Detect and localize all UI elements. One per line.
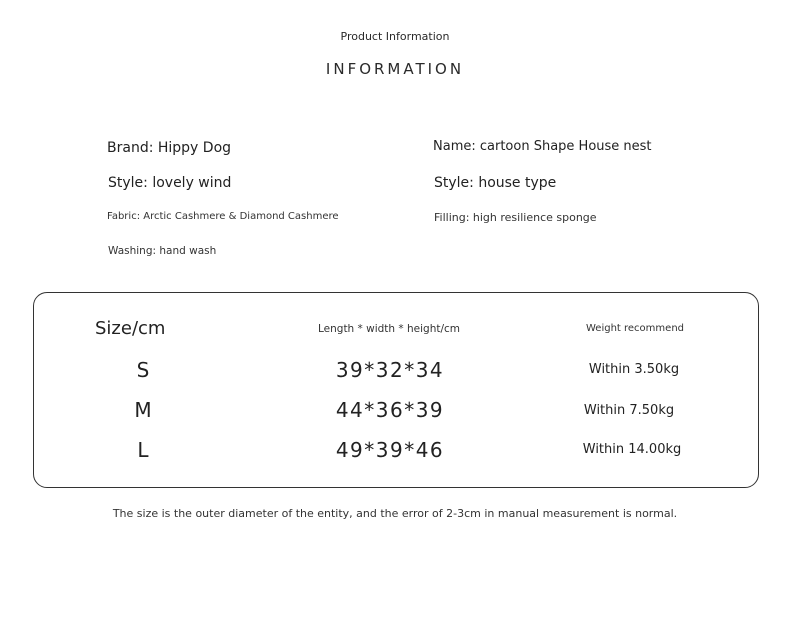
measurement-footnote: The size is the outer diameter of the entity, and the error of 2-3cm in manual measurement is normal. (112, 507, 678, 520)
style-right-text: Style: house type (434, 175, 557, 191)
size-l-dimensions: 49*39*46 (335, 438, 445, 462)
filling-text: Filling: high resilience sponge (434, 211, 597, 224)
product-name-text: Name: cartoon Shape House nest (433, 139, 652, 154)
page-title: INFORMATION (325, 60, 465, 78)
size-m-weight: Within 7.50kg (583, 403, 675, 418)
size-s-dimensions: 39*32*34 (335, 358, 445, 382)
size-m-dimensions: 44*36*39 (335, 398, 445, 422)
size-m-label: M (134, 398, 152, 422)
size-l-weight: Within 14.00kg (582, 442, 682, 457)
brand-text: Brand: Hippy Dog (107, 140, 232, 156)
fabric-text: Fabric: Arctic Cashmere & Diamond Cashmere (107, 211, 339, 222)
style-left-text: Style: lovely wind (108, 175, 232, 191)
weight-column-header: Weight recommend (586, 323, 684, 334)
size-s-label: S (136, 358, 150, 382)
size-column-header: Size/cm (95, 318, 166, 339)
header-subtitle: Product Information (340, 30, 450, 43)
dimensions-column-header: Length * width * height/cm (318, 323, 461, 335)
size-s-weight: Within 3.50kg (588, 362, 680, 377)
washing-text: Washing: hand wash (108, 245, 217, 257)
size-l-label: L (137, 438, 149, 462)
